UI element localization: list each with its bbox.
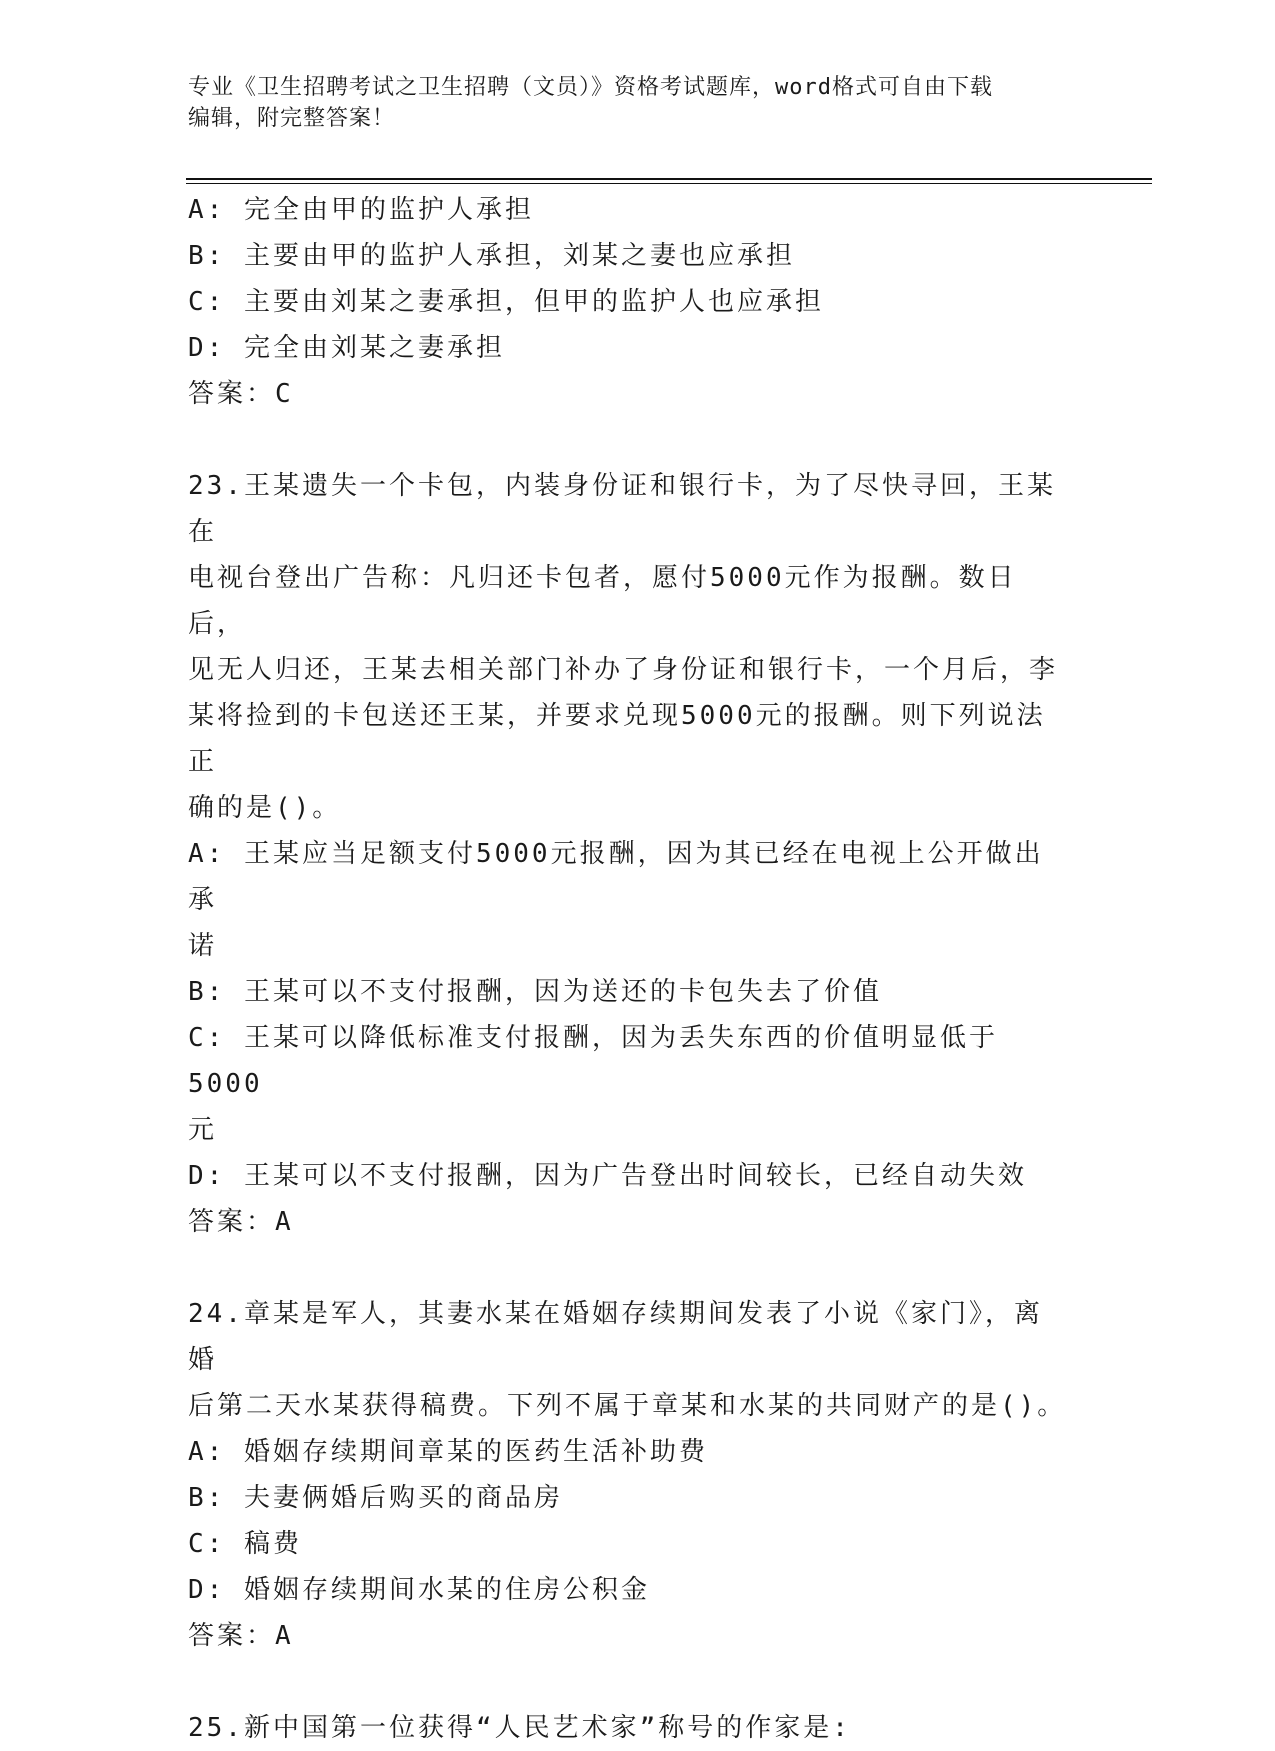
q25-stem-line: 25.新中国第一位获得“人民艺术家”称号的作家是:	[188, 1713, 851, 1743]
q24-option-d: D: 婚姻存续期间水某的住房公积金	[188, 1575, 650, 1605]
q23-stem-line: 见无人归还，王某去相关部门补办了身份证和银行卡，一个月后，李	[188, 655, 1059, 685]
spacer	[188, 417, 1068, 463]
q23-option-a-cont: 诺	[188, 931, 218, 961]
q22-option-a: A: 完全由甲的监护人承担	[188, 195, 534, 225]
q23-option-d: D: 王某可以不支付报酬，因为广告登出时间较长，已经自动失效	[188, 1161, 1027, 1191]
q22-option-d: D: 完全由刘某之妻承担	[188, 333, 505, 363]
q23-stem-line: 23.王某遗失一个卡包，内装身份证和银行卡，为了尽快寻回，王某在	[188, 471, 1056, 547]
q24-option-c: C: 稿费	[188, 1529, 302, 1559]
q23-stem-line: 某将捡到的卡包送还王某，并要求兑现5000元的报酬。则下列说法正	[188, 701, 1046, 777]
header-divider-thick	[186, 178, 1152, 180]
header-divider-thin	[186, 183, 1152, 184]
document-body	[188, 187, 1068, 1751]
q22-option-b: B: 主要由甲的监护人承担，刘某之妻也应承担	[188, 241, 795, 271]
q23-option-c: C: 王某可以降低标准支付报酬，因为丢失东西的价值明显低于5000	[188, 1023, 998, 1099]
q24-stem-line: 后第二天水某获得稿费。下列不属于章某和水某的共同财产的是()。	[188, 1391, 1067, 1421]
q23-stem-line: 确的是()。	[188, 793, 342, 823]
question-25	[188, 1705, 1068, 1751]
question-22	[188, 187, 1068, 417]
spacer	[188, 1245, 1068, 1291]
q24-option-b: B: 夫妻俩婚后购买的商品房	[188, 1483, 563, 1513]
q22-option-c: C: 主要由刘某之妻承担，但甲的监护人也应承担	[188, 287, 824, 317]
question-24	[188, 1291, 1068, 1659]
header-line-2: 编辑，附完整答案！	[188, 106, 396, 131]
q24-answer: 答案：A	[188, 1621, 294, 1651]
q23-answer: 答案：A	[188, 1207, 294, 1237]
question-23	[188, 463, 1068, 1245]
q22-answer: 答案：C	[188, 379, 294, 409]
q24-stem-line: 24.章某是军人，其妻水某在婚姻存续期间发表了小说《家门》，离婚	[188, 1299, 1043, 1375]
header-line-1: 专业《卫生招聘考试之卫生招聘（文员）》资格考试题库，word格式可自由下载	[188, 75, 993, 100]
spacer	[188, 1659, 1068, 1705]
document-header	[188, 72, 1108, 134]
q23-option-b: B: 王某可以不支付报酬，因为送还的卡包失去了价值	[188, 977, 882, 1007]
q24-option-a: A: 婚姻存续期间章某的医药生活补助费	[188, 1437, 708, 1467]
q23-option-c-cont: 元	[188, 1115, 218, 1145]
q23-option-a: A: 王某应当足额支付5000元报酬，因为其已经在电视上公开做出承	[188, 839, 1044, 915]
q23-stem-line: 电视台登出广告称：凡归还卡包者，愿付5000元作为报酬。数日后，	[188, 563, 1017, 639]
